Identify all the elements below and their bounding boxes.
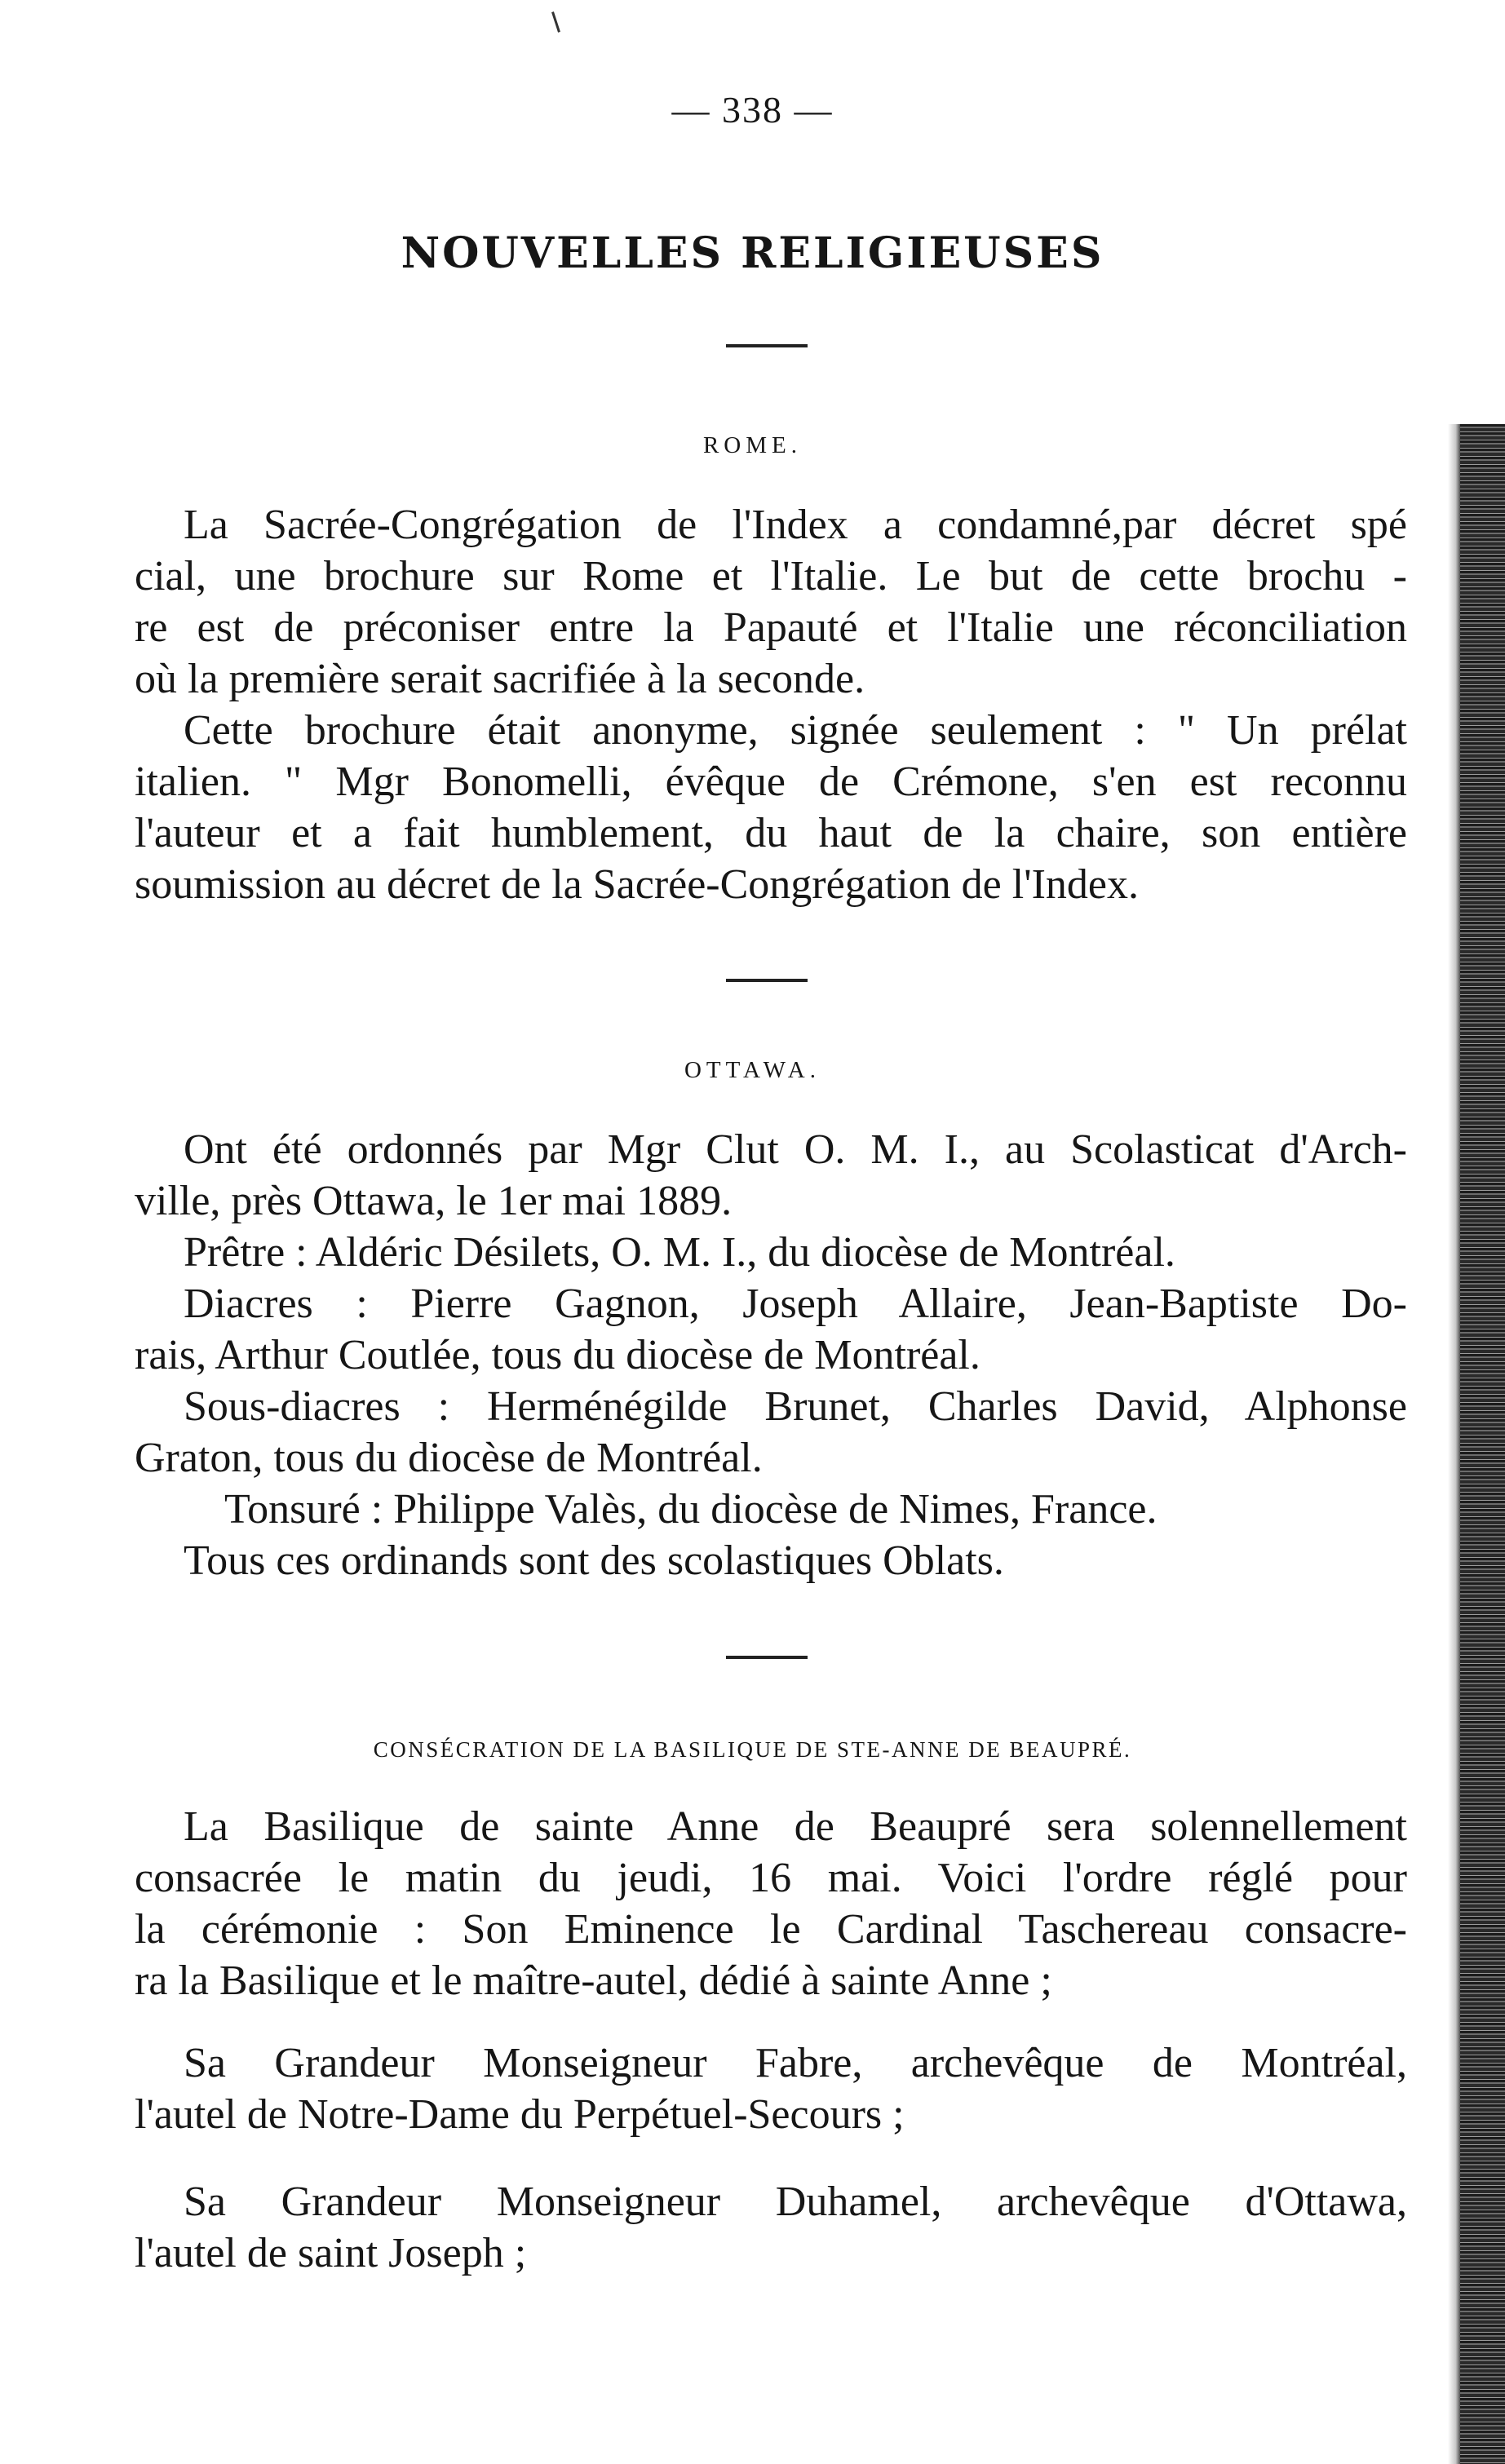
text-line: ville, près Ottawa, le 1er mai 1889. [135,1178,733,1224]
page-heading: NOUVELLES RELIGIEUSES [401,228,1104,278]
section-divider [726,344,808,347]
paragraph-consecration-3 [135,2176,1407,2279]
text-line: la cérémonie : Son Eminence le Cardinal Taschereau consacre- [135,1906,1407,1953]
text-line: Prêtre : Aldéric Désilets, O. M. I., du diocèse de Montréal. [184,1229,1175,1276]
page-edge-shadow [1448,424,1461,2464]
paragraph-ottawa-1 [135,1124,1407,1227]
text-line: rais, Arthur Coutlée, tous du diocèse de Montréal. [135,1332,980,1378]
text-line: Sa Grandeur Monseigneur Duhamel, archevêque d'Ottawa, [184,2179,1407,2225]
paragraph-ottawa-tonsure [135,1484,1407,1535]
page-number: — 338 — [671,89,834,130]
text-line: Cette brochure était anonyme, signée seulement : " Un prélat [184,707,1407,754]
text-line: l'autel de saint Joseph ; [135,2230,527,2276]
paragraph-ottawa-ordinands [135,1535,1407,1586]
text-line: cial, une brochure sur Rome et l'Italie. Le but de cette brochu - [135,553,1407,599]
paragraph-consecration-2 [135,2037,1407,2140]
paragraph-ottawa-diacres [135,1278,1407,1381]
text-line: Ont été ordonnés par Mgr Clut O. M. I., au Scolasticat d'Arch- [184,1126,1407,1173]
text-line: Tonsuré : Philippe Valès, du diocèse de Nimes, France. [224,1486,1158,1533]
text-line: Tous ces ordinands sont des scolastiques Oblats. [184,1537,1004,1584]
section-divider [726,1656,808,1659]
paragraph-ottawa-sous-diacres [135,1381,1407,1484]
text-line: où la première serait sacrifiée à la seconde. [135,656,865,702]
paragraph-rome-1 [135,499,1407,705]
scan-mark [551,11,560,33]
text-line: ra la Basilique et le maître-autel, dédié à sainte Anne ; [135,1957,1052,2004]
text-line: italien. " Mgr Bonomelli, évêque de Crémone, s'en est reconnu [135,759,1407,805]
text-line: La Sacrée-Congrégation de l'Index a condamné,par décret spé [184,502,1407,548]
text-line: Sous-diacres : Herménégilde Brunet, Charles David, Alphonse [184,1383,1407,1430]
text-line: Sa Grandeur Monseigneur Fabre, archevêque de Montréal, [184,2040,1407,2086]
text-line: Diacres : Pierre Gagnon, Joseph Allaire, Jean-Baptiste Do- [184,1281,1407,1327]
text-line: consacrée le matin du jeudi, 16 mai. Voici l'ordre réglé pour [135,1855,1407,1901]
text-line: Graton, tous du diocèse de Montréal. [135,1435,763,1481]
text-line: l'auteur et a fait humblement, du haut de la chaire, son entière [135,810,1407,856]
section-title-ottawa: OTTAWA. [684,1057,821,1083]
section-title-rome: ROME. [702,432,803,458]
paragraph-rome-2 [135,705,1407,910]
text-line: l'autel de Notre-Dame du Perpétuel-Secours ; [135,2091,905,2138]
section-title-consecration: CONSÉCRATION DE LA BASILIQUE DE STE-ANNE DE BEAUPRÉ. [373,1737,1132,1762]
text-line: La Basilique de sainte Anne de Beaupré sera solennellement [184,1803,1407,1850]
paragraph-consecration-1 [135,1801,1407,2006]
paragraph-ottawa-pretre [135,1227,1407,1278]
section-divider [726,979,808,982]
text-line: soumission au décret de la Sacrée-Congrégation de l'Index. [135,861,1139,908]
text-line: re est de préconiser entre la Papauté et l'Italie une réconciliation [135,604,1407,651]
book-spine-edge [1460,424,1505,2464]
